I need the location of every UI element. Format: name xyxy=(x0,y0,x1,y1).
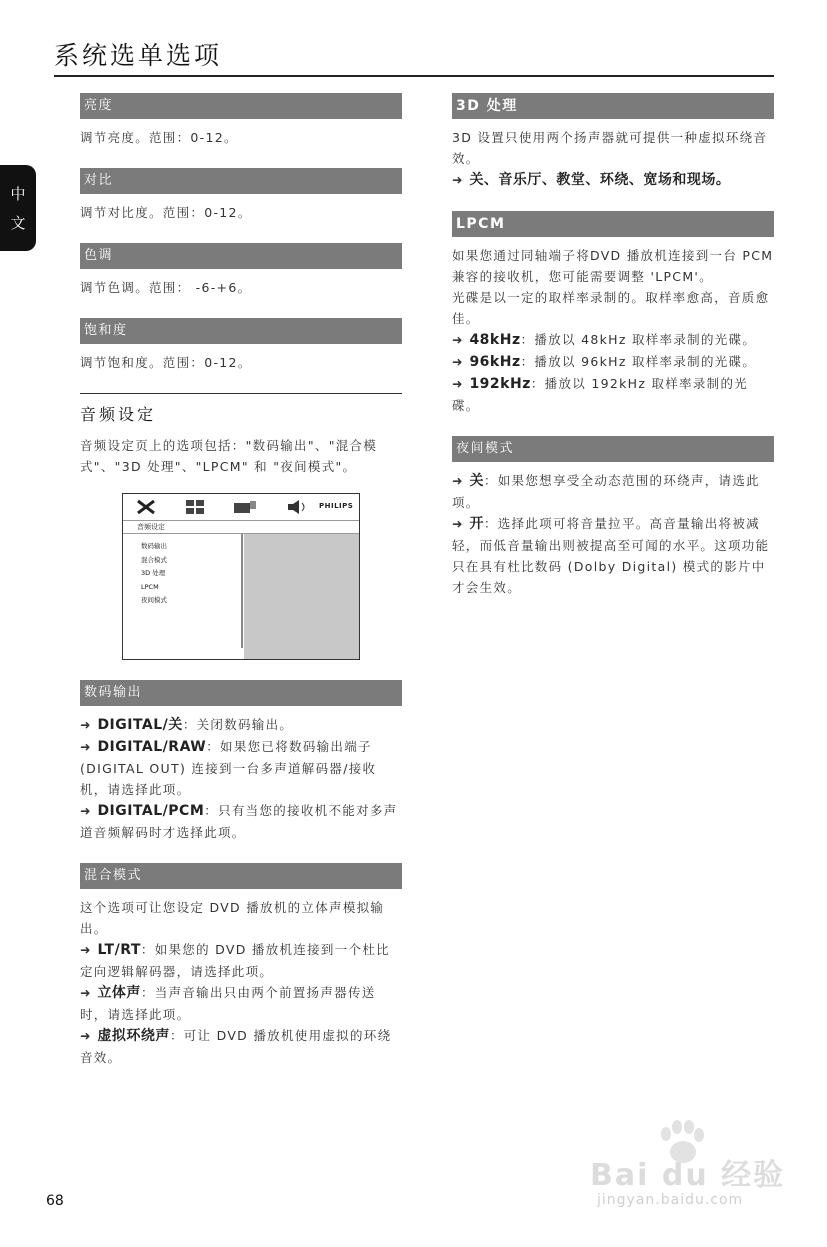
audio-section-title: 音频设定 xyxy=(80,405,157,424)
lpcm-header: LPCM xyxy=(452,211,774,237)
right-column xyxy=(452,93,774,598)
brand-logo: PHILIPS xyxy=(319,502,354,510)
arrow-icon: ➜ xyxy=(452,354,470,369)
menu-subtitle: 音频设定 xyxy=(123,520,359,534)
arrow-icon: ➜ xyxy=(452,516,470,531)
video-icon xyxy=(233,499,257,515)
arrow-icon: ➜ xyxy=(80,985,98,1000)
arrow-icon: ➜ xyxy=(452,376,470,391)
mix-option-3: ➜ 虚拟环绕声：可让 DVD 播放机使用虚拟的环绕音效。 xyxy=(80,1028,392,1065)
menu-divider xyxy=(241,534,243,648)
brightness-text: 调节亮度。范围：0-12。 xyxy=(80,130,238,145)
mix-mode-header: 混合模式 xyxy=(80,863,402,889)
mix-option-1: ➜ LT/RT：如果您的 DVD 播放机连接到一个杜比定向逻辑解码器，请选择此项。 xyxy=(80,942,390,979)
night-option-2: ➜ 开：选择此项可将音量拉平。高音量输出将被减轻，而低音量输出则被提高至可闻的水平。这项功能只在具有杜比数码 (Dolby Digital) 模式的影片中才会生效。 xyxy=(452,516,770,595)
lpcm-p1: 如果您通过同轴端子将DVD 播放机连接到一台 PCM 兼容的接收机，您可能需要调整 'LPCM'。 xyxy=(452,248,774,284)
mix-option-2: ➜ 立体声：当声音输出只由两个前置扬声器传送时，请选择此项。 xyxy=(80,985,376,1022)
brightness-header: 亮度 xyxy=(80,93,402,119)
saturation-header: 饱和度 xyxy=(80,318,402,344)
lpcm-option-3: ➜ 192kHz：播放以 192kHz 取样率录制的光碟。 xyxy=(452,376,749,413)
3d-processing-header: 3D 处理 xyxy=(452,93,774,119)
tools-icon xyxy=(135,499,157,515)
lpcm-option-2: ➜ 96kHz：播放以 96kHz 取样率录制的光碟。 xyxy=(452,354,757,370)
mix-intro: 这个选项可让您设定 DVD 播放机的立体声模拟输出。 xyxy=(80,900,385,936)
arrow-icon: ➜ xyxy=(80,1028,98,1043)
digital-option-2: ➜ DIGITAL/RAW：如果您已将数码输出端子 (DIGITAL OUT) 连接到一台多声道解码器/接收机，请选择此项。 xyxy=(80,739,377,797)
3d-text: 3D 设置只使用两个扬声器就可提供一种虚拟环绕音效。 xyxy=(452,130,768,166)
hue-text: 调节色调。范围： -6-+6。 xyxy=(80,280,252,295)
menu-item[interactable]: LPCM xyxy=(141,582,159,591)
contrast-text: 调节对比度。范围：0-12。 xyxy=(80,205,252,220)
audio-intro: 音频设定页上的选项包括："数码输出"、"混合模式"、"3D 处理"、"LPCM" 和 "夜间模式"。 xyxy=(80,438,378,474)
title-rule xyxy=(54,75,774,77)
arrow-icon: ➜ xyxy=(80,803,98,818)
page-title: 系统选单选项 xyxy=(54,41,223,70)
speaker-icon xyxy=(286,499,308,515)
digital-option-1: ➜ DIGITAL/关：关闭数码输出。 xyxy=(80,717,294,733)
side-tab-char-1: 中 xyxy=(10,185,26,203)
arrow-icon: ➜ xyxy=(452,473,470,488)
grid-icon xyxy=(185,499,205,515)
lpcm-option-1: ➜ 48kHz：播放以 48kHz 取样率录制的光碟。 xyxy=(452,332,757,348)
side-tab-char-2: 文 xyxy=(10,214,26,232)
arrow-icon: ➜ xyxy=(80,717,98,732)
contrast-header: 对比 xyxy=(80,168,402,194)
menu-option-panel xyxy=(244,534,359,659)
night-option-1: ➜ 关：如果您想享受全动态范围的环绕声，请选此项。 xyxy=(452,473,760,510)
menu-icon-bar xyxy=(123,494,359,520)
page-number: 68 xyxy=(46,1193,64,1209)
language-side-tab xyxy=(0,165,36,251)
3d-options: ➜ 关、音乐厅、教堂、环绕、宽场和现场。 xyxy=(452,172,731,188)
lpcm-p2: 光碟是以一定的取样率录制的。取样率愈高，音质愈佳。 xyxy=(452,290,770,326)
arrow-icon: ➜ xyxy=(452,332,470,347)
arrow-icon: ➜ xyxy=(80,942,98,957)
digital-output-header: 数码输出 xyxy=(80,680,402,706)
saturation-text: 调节饱和度。范围：0-12。 xyxy=(80,355,252,370)
audio-section-rule xyxy=(80,393,402,394)
arrow-icon: ➜ xyxy=(80,739,98,754)
menu-item[interactable]: 混合模式 xyxy=(141,555,167,564)
menu-item[interactable]: 3D 处理 xyxy=(141,569,166,577)
menu-list xyxy=(141,540,167,608)
arrow-icon: ➜ xyxy=(452,172,470,187)
menu-item[interactable]: 数码输出 xyxy=(141,542,167,550)
hue-header: 色调 xyxy=(80,243,402,269)
night-mode-header: 夜间模式 xyxy=(452,436,774,462)
watermark-url: jingyan.baidu.com xyxy=(597,1192,744,1208)
left-column xyxy=(80,93,402,1068)
digital-option-3: ➜ DIGITAL/PCM：只有当您的接收机不能对多声道音频解码时才选择此项。 xyxy=(80,803,398,840)
menu-item[interactable]: 夜间模式 xyxy=(141,596,167,604)
audio-menu-screenshot xyxy=(122,493,360,660)
watermark-brand: Bai du 经验 xyxy=(590,1158,786,1193)
